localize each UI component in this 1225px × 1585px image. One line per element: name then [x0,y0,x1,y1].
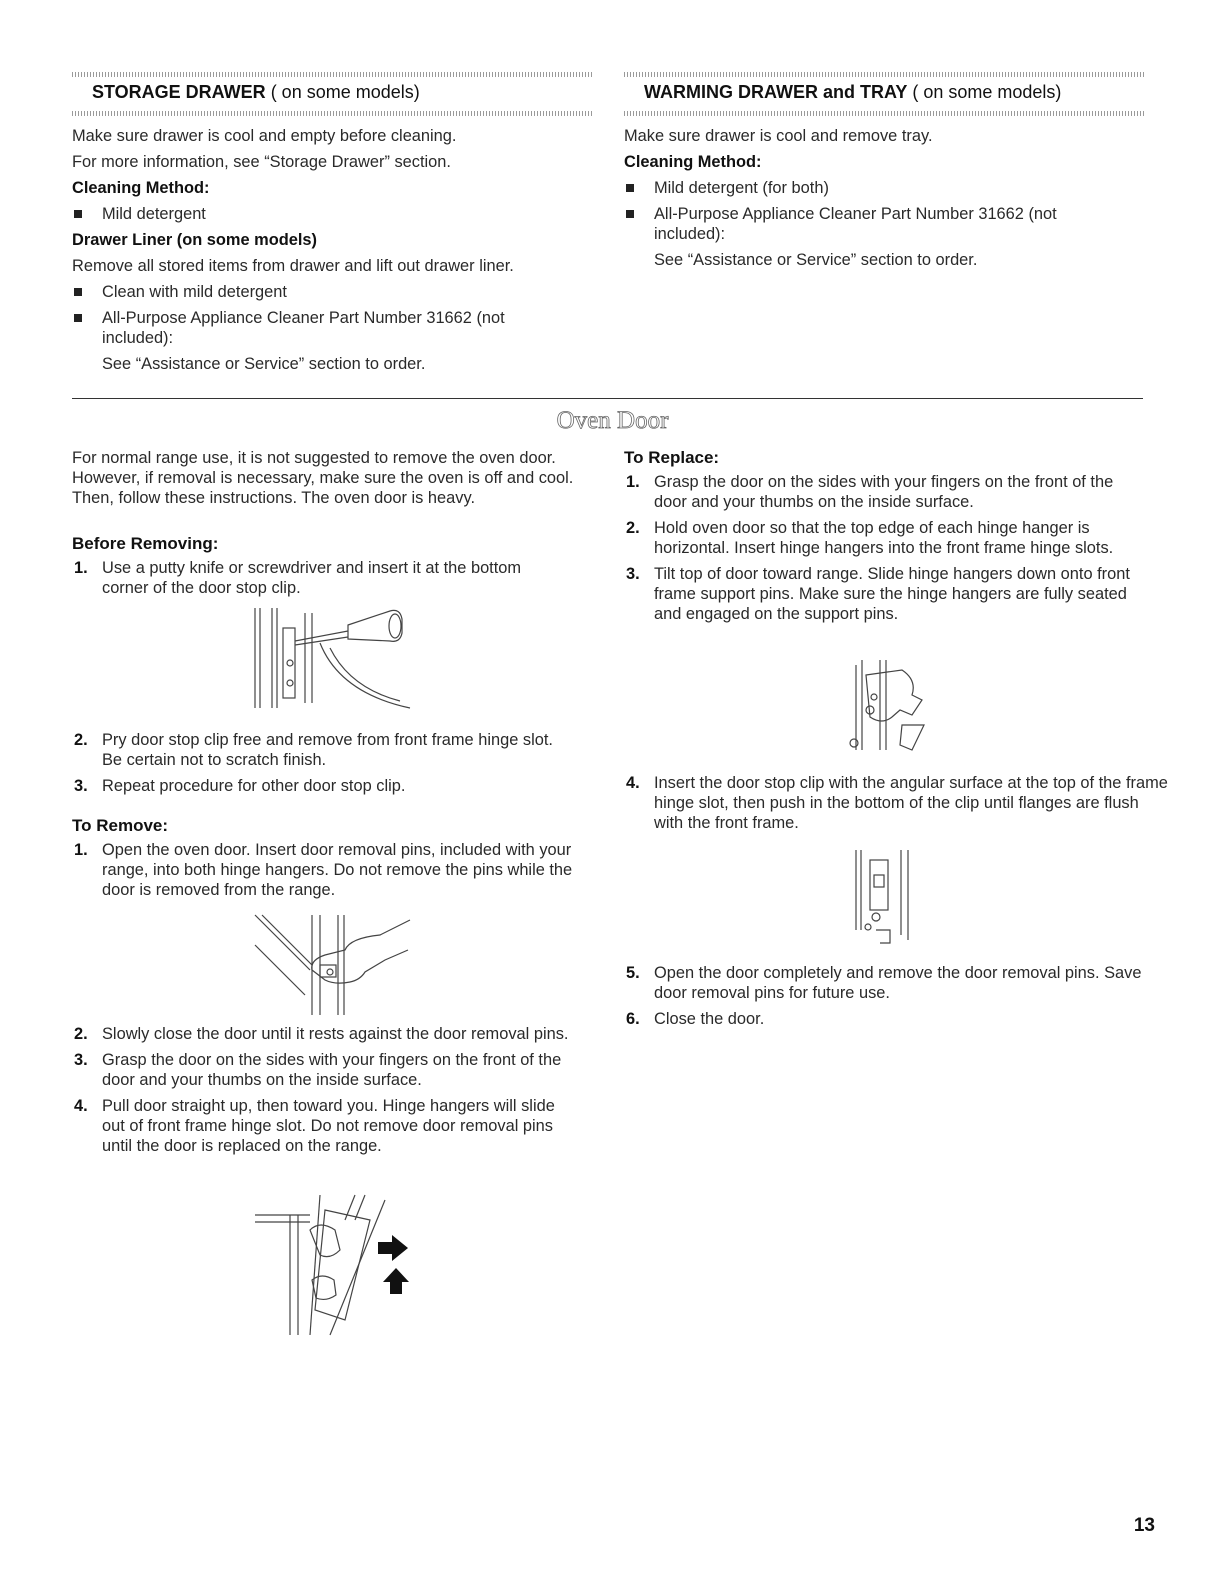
to-replace-steps-end [624,963,1144,1035]
before-removing-steps-cont [72,730,592,906]
oven-door-right-column [624,448,1144,630]
list-item: 1. Use a putty knife or screwdriver and insert it at the bottom corner of the door stop clip. [74,559,522,597]
warming-drawer-title: WARMING DRAWER and TRAY ( on some models) [644,82,1062,102]
drawer-liner-label: Drawer Liner (on some models) [72,231,318,249]
before-removing-label: Before Removing: [72,534,219,553]
storage-intro-1: Make sure drawer is cool and empty before cleaning. [72,127,457,145]
to-remove-steps-cont [72,1024,592,1162]
oven-door-left-column [72,448,592,604]
list-item: 1. Open the oven door. Insert door removal pins, included with your range, into both hinge hangers. Do not remove the pins while the door is removed from the range. [74,841,573,899]
list-item: 1. Grasp the door on the sides with your fingers on the front of the door and your thumbs on the inside surface. [626,473,1114,511]
arrow-up-icon [383,1268,409,1294]
hinge-hanger-illustration [842,655,932,755]
putty-knife-illustration [250,603,420,713]
door-stop-clip-illustration [846,845,916,945]
to-replace-steps-cont [624,773,1168,839]
storage-drawer-title: STORAGE DRAWER ( on some models) [92,82,420,102]
storage-method-label: Cleaning Method: [72,179,210,197]
removal-pins-illustration [250,910,420,1015]
bullet-icon [626,210,634,218]
oven-door-intro: For normal range use, it is not suggested to remove the oven door. However, if removal is necessary, make sure the oven is off and cool. Then, follow these instructions. The oven door is heavy. [72,449,574,507]
warming-method-label: Cleaning Method: [624,153,762,171]
list-item: 5. Open the door completely and remove the door removal pins. Save door removal pins for future use. [626,964,1142,1002]
header-stripe-bottom [72,111,592,116]
warming-intro: Make sure drawer is cool and remove tray. [624,127,933,145]
drawer-liner-text: Remove all stored items from drawer and lift out drawer liner. [72,257,514,275]
list-item: 3. Grasp the door on the sides with your fingers on the front of the door and your thumbs on the inside surface. [74,1051,562,1089]
warming-drawer-header [624,72,1144,116]
warming-drawer-section [624,72,1144,276]
list-item: 6. Close the door. [626,1010,765,1028]
storage-intro-2: For more information, see “Storage Drawer” section. [72,153,451,171]
storage-drawer-header [72,72,592,116]
storage-order-note: See “Assistance or Service” section to order. [102,355,426,373]
arrow-right-icon [378,1235,408,1261]
header-stripe-top [624,72,1144,77]
to-remove-label: To Remove: [72,816,169,835]
list-item: All-Purpose Appliance Cleaner Part Number 31662 (not included): [624,204,1114,244]
list-item: 3. Repeat procedure for other door stop clip. [74,777,406,795]
warming-order-note: See “Assistance or Service” section to order. [654,251,978,269]
list-item: Mild detergent (for both) [624,178,1144,198]
storage-drawer-section [72,72,592,380]
list-item: 4. Pull door straight up, then toward you. Hinge hangers will slide out of front frame hinge slot. Do not remove door removal pins until the door is replaced on the range. [74,1097,555,1155]
bullet-icon [74,288,82,296]
list-item: 2. Slowly close the door until it rests against the door removal pins. [74,1025,569,1043]
oven-door-title: Oven Door [556,407,669,434]
bullet-icon [626,184,634,192]
bullet-icon [74,314,82,322]
lift-door-illustration [250,1190,420,1340]
list-item: 4. Insert the door stop clip with the angular surface at the top of the frame hinge slot, then push in the bottom of the clip until flanges are flush with the front frame. [626,774,1168,832]
to-replace-label: To Replace: [624,448,720,467]
page-number: 13 [1133,1515,1155,1536]
list-item: 2. Pry door stop clip free and remove from front frame hinge slot. Be certain not to scratch finish. [74,731,553,769]
list-item: All-Purpose Appliance Cleaner Part Number 31662 (not included): [72,308,552,348]
list-item: Clean with mild detergent [72,282,592,302]
list-item: 2. Hold oven door so that the top edge of each hinge hanger is horizontal. Insert hinge hangers into the front frame hinge slots. [626,519,1114,557]
section-divider [72,398,1143,399]
header-stripe-bottom [624,111,1144,116]
list-item: 3. Tilt top of door toward range. Slide hinge hangers down onto front frame support pins. Make sure the hinge hangers are fully seated and engaged on the support pins. [626,565,1130,623]
bullet-icon [74,210,82,218]
list-item: Mild detergent [72,204,592,224]
header-stripe-top [72,72,592,77]
